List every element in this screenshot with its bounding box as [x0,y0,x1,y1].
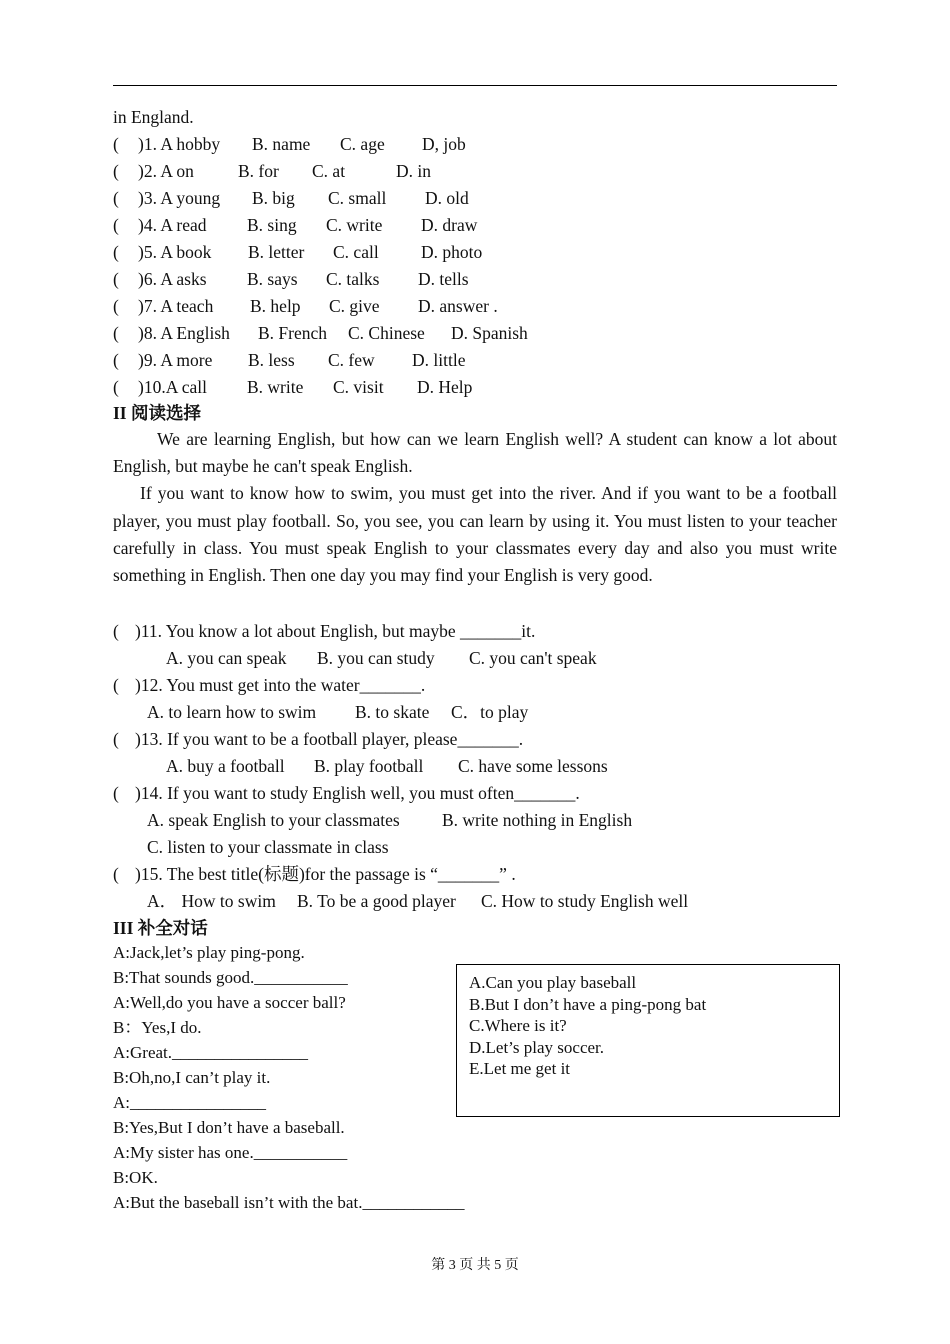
option: C. How to study English well [481,891,689,911]
cloze-option-a: )4. A read [138,215,207,235]
answer-paren: ( [113,864,119,884]
option: C．to play [451,702,529,722]
cloze-option-c: C. small [328,188,387,208]
cloze-option-b: B. big [252,188,295,208]
reading-passage [113,426,837,589]
question-text: )11. You know a lot about English, but maybe _______it. [135,621,536,641]
dialog-option: C.Where is it? [469,1016,567,1035]
answer-paren: ( [113,350,119,370]
cloze-option-a: )7. A teach [138,296,214,316]
cloze-option-b: B. says [247,269,298,289]
question-text: )15. The best title(标题)for the passage is “_______” . [135,864,516,884]
cloze-option-a: )9. A more [138,350,213,370]
cloze-option-a: )3. A young [138,188,221,208]
intro-tail: in England. [113,107,194,127]
dialog-line: B:Oh,no,I can’t play it. [113,1068,271,1087]
header-rule [113,85,837,86]
answer-paren: ( [113,729,119,749]
section-heading-dialog: III 补全对话 [113,918,208,938]
cloze-option-b: B. name [252,134,311,154]
option: B. you can study [317,648,435,668]
answer-paren: ( [113,188,119,208]
cloze-option-c: C. visit [333,377,384,397]
page-footer: 第 3 页 共 5 页 [431,1258,519,1273]
cloze-option-b: B. less [248,350,295,370]
cloze-option-c: C. age [340,134,385,154]
question-text: )12. You must get into the water_______. [135,675,426,695]
dialog-line: A:But the baseball isn’t with the bat.____________ [113,1193,465,1212]
dialog-line: B:That sounds good.___________ [113,968,348,987]
cloze-option-d: D. Help [417,377,473,397]
cloze-option-a: )6. A asks [138,269,207,289]
cloze-option-c: C. write [326,215,383,235]
answer-paren: ( [113,296,119,316]
question-text: )14. If you want to study English well, you must often_______. [135,783,580,803]
dialog-line: B：Yes,I do. [113,1018,202,1037]
dialog-options-box [456,964,840,1117]
dialog-option: D.Let’s play soccer. [469,1037,605,1057]
option: C. you can't speak [469,648,597,668]
passage-paragraph: If you want to know how to swim, you must get into the river. And if you want to be a football player, you must play football. So, you see, you can learn by using it. You must listen to your teacher carefully in class. You must speak English to your classmates every day and also you must write something in English. Then one day you may find your English is very good. [113,483,837,586]
option: C. listen to your classmate in class [147,837,389,857]
dialog-option: B.But I don’t have a ping-pong bat [469,994,707,1014]
option: A． How to swim [147,891,276,911]
option: A. you can speak [166,648,287,668]
cloze-option-d: D. photo [421,242,483,262]
cloze-option-d: D. little [412,350,466,370]
cloze-option-a: )2. A on [138,161,194,181]
cloze-option-d: D. Spanish [451,323,528,343]
cloze-option-d: D. draw [421,215,478,235]
answer-paren: ( [113,242,119,262]
dialog-line: A:________________ [113,1093,266,1112]
cloze-option-b: B. letter [248,242,305,262]
cloze-option-a: )1. A hobby [138,134,221,154]
answer-paren: ( [113,323,119,343]
cloze-option-c: C. give [329,296,380,316]
cloze-option-b: B. help [250,296,301,316]
option: A. buy a football [166,756,285,776]
cloze-option-c: C. Chinese [348,323,425,343]
answer-paren: ( [113,215,119,235]
dialog-line: A:Well,do you have a soccer ball? [113,993,346,1012]
dialog-option: A.Can you play baseball [469,973,637,992]
cloze-option-a: )8. A English [138,323,230,343]
cloze-option-b: B. for [238,161,279,181]
answer-paren: ( [113,783,119,803]
option: A. speak English to your classmates [147,810,400,830]
dialog-line: B:Yes,But I don’t have a baseball. [113,1118,345,1137]
answer-paren: ( [113,134,119,154]
dialog-line: B:OK. [113,1168,158,1187]
dialog-line: A:Jack,let’s play ping-pong. [113,943,305,962]
answer-paren: ( [113,161,119,181]
option: B. write nothing in English [442,810,633,830]
answer-paren: ( [113,269,119,289]
option: B. play football [314,756,424,776]
cloze-option-d: D. in [396,161,431,181]
passage-paragraph: We are learning English, but how can we learn English well? A student can know a lot about English, but maybe he can't speak English. [113,429,837,477]
question-text: )13. If you want to be a football player, please_______. [135,729,524,749]
dialog-line: A:Great.________________ [113,1043,309,1062]
cloze-option-c: C. call [333,242,379,262]
section-heading-reading: II 阅读选择 [113,403,201,423]
cloze-option-b: B. write [247,377,304,397]
cloze-option-d: D. old [425,188,469,208]
cloze-option-b: B. sing [247,215,297,235]
answer-paren: ( [113,621,119,641]
option: C. have some lessons [458,756,608,776]
option: B. To be a good player [297,891,456,911]
answer-paren: ( [113,377,119,397]
cloze-option-d: D. answer . [418,296,498,316]
cloze-option-c: C. few [328,350,375,370]
answer-paren: ( [113,675,119,695]
cloze-option-c: C. at [312,161,346,181]
cloze-option-d: D. tells [418,269,469,289]
cloze-option-a: )5. A book [138,242,212,262]
option: B. to skate [355,702,430,722]
cloze-option-d: D, job [422,134,466,154]
option: A. to learn how to swim [147,702,317,722]
cloze-option-b: B. French [258,323,328,343]
cloze-option-c: C. talks [326,269,380,289]
dialog [113,940,464,1215]
dialog-line: A:My sister has one.___________ [113,1143,348,1162]
cloze-option-a: )10.A call [138,377,208,397]
dialog-option: E.Let me get it [469,1059,571,1078]
